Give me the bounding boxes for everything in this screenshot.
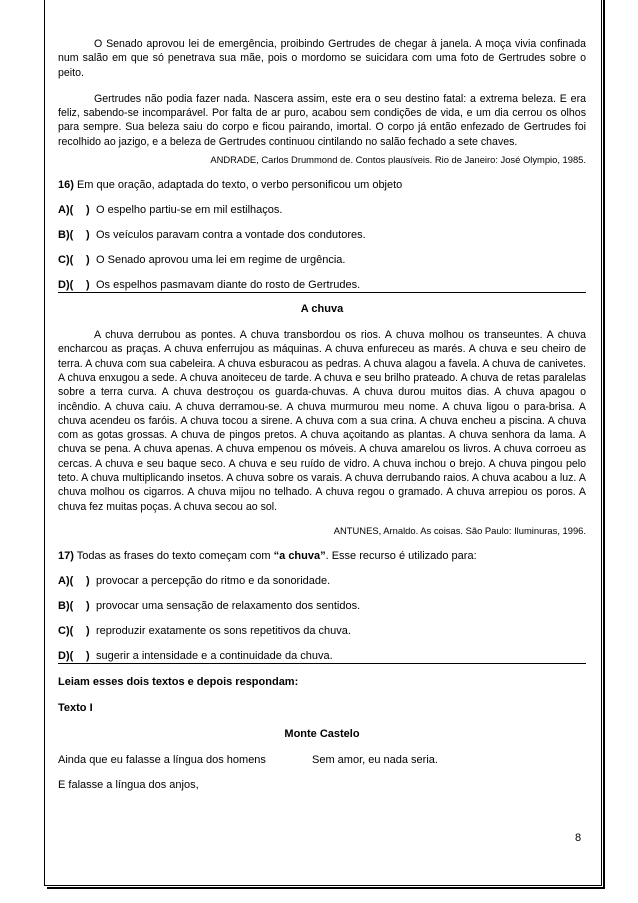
option-text: O espelho partiu-se em mil estilhaços. [96,204,283,217]
story1-paragraph-2: Gertrudes não podia fazer nada. Nascera assim, este era o seu destino fatal: a extrema beleza. E era feliz, sabendo-se incomparável. Por falta de ar puro, acabou sem condições de vida, e um dia cerrou os olhos para sempre. Sua beleza saiu do corpo e ficou pairando, imortal. O corpo já então enfezado de Gertrudes foi recolhido ao jazigo, e a beleza de Gertrudes continuou cintilando no salão fechado a sete chaves. [58,92,586,148]
q17-option-d[interactable] [58,649,586,664]
q16-option-b[interactable] [58,228,586,242]
option-text: Os espelhos pasmavam diante do rosto de Gertrudes. [96,279,361,292]
option-text: Os veículos paravam contra a vontade dos condutores. [96,229,366,242]
question-16-text: Em que oração, adaptada do texto, o verbo personificou um objeto [76,179,403,192]
option-paren: ) [86,574,90,587]
option-letter: C)( [58,624,74,637]
option-letter: D)( [58,649,74,662]
question-17-text-bold: “a chuva” [273,549,326,562]
poem-line-1 [58,753,586,767]
text-label: Texto I [58,701,93,714]
q16-option-a[interactable] [58,203,586,217]
story1-paragraph-1: O Senado aprovou lei de emergência, proibindo Gertrudes de chegar à janela. A moça vivia confinada num salão em que só penetrava sua mãe, pois o mordomo se suicidara com uma foto de Gertrudes sobre o peito. [58,38,586,79]
story2-body: A chuva derrubou as pontes. A chuva transbordou os rios. A chuva molhou os transeuntes. A chuva encharcou as praças. A chuva enferrujou as máquinas. A chuva enfureceu as marés. A chuva e seu cheiro de terra. A chuva com sua cabeleira. A chuva esburacou as pedras. A chuva alagou a favela. A chuva de canivetes. A chuva enxugou a sede. A chuva anoiteceu de tarde. A chuva e seu brilho prateado. A chuva de retas paralelas sobre a terra curva. A chuva destroçou os guarda-chuvas. A chuva durou muitos dias. A chuva apagou o incêndio. A chuva caiu. A chuva derramou-se. A chuva murmurou meu nome. A chuva ligou o para-brisa. A chuva acendeu os faróis. A chuva tocou a sirene. A chuva com a sua crina. A chuva encheu a piscina. A chuva com as gotas grossas. A chuva de pingos pretos. A chuva açoitando as plantas. A chuva senhora da lama. A chuva se pena. A chuva apenas. A chuva empenou os móveis. A chuva amarelou os livros. A chuva corroeu as cercas. A chuva e seu baque seco. A chuva e seu ruído de vidro. A chuva inchou o brejo. A chuva pingou pelo teto. A chuva multiplicando insetos. A chuva sobre os varais. A chuva derrubando raios. A chuva acabou a luz. A chuva molhou os cigarros. A chuva mijou no telhado. A chuva regou o gramado. A chuva arrepiou os poros. A chuva fez muitas poças. A chuva secou ao sol. [58,329,586,513]
option-letter: A)( [58,204,74,217]
q17-option-c[interactable] [58,624,586,638]
option-text: provocar uma sensação de relaxamento dos sentidos. [96,599,361,612]
instruction-text: Leiam esses dois textos e depois respondam: [58,675,299,688]
story2-title: A chuva [300,303,344,316]
page-number: 8 [575,832,582,844]
q17-option-b[interactable] [58,599,586,613]
option-letter: B)( [58,599,74,612]
poem-line-1-right: Sem amor, eu nada seria. [312,753,438,766]
story1-citation: ANDRADE, Carlos Drummond de. Contos plausíveis. Rio de Janeiro: José Olympio, 1985. [210,154,586,166]
question-17-number: 17) [58,549,74,562]
option-text: provocar a percepção do ritmo e da sonoridade. [96,574,331,587]
option-paren: ) [86,279,90,292]
poem-line-2: E falasse a língua dos anjos, [58,778,199,791]
option-paren: ) [86,624,90,637]
option-paren: ) [86,649,90,662]
option-paren: ) [86,204,90,217]
q16-option-c[interactable] [58,253,586,267]
option-letter: D)( [58,279,74,292]
question-16 [58,178,586,192]
option-letter: A)( [58,574,74,587]
option-text: reproduzir exatamente os sons repetitivos da chuva. [96,624,351,637]
story2-citation: ANTUNES, Arnaldo. As coisas. São Paulo: Iluminuras, 1996. [333,524,586,536]
poem-line-1-left: Ainda que eu falasse a língua dos homens [58,753,266,766]
q17-option-a[interactable] [58,574,586,588]
option-letter: C)( [58,254,74,267]
question-17 [58,549,586,563]
page-content [58,0,586,792]
song-title: Monte Castelo [284,727,360,740]
q16-option-d[interactable] [58,278,586,293]
option-paren: ) [86,254,90,267]
option-text: O Senado aprovou uma lei em regime de urgência. [96,254,346,267]
question-17-text-pre: Todas as frases do texto começam com [76,549,271,562]
option-paren: ) [86,599,90,612]
question-16-number: 16) [58,179,74,192]
question-17-text-post: . Esse recurso é utilizado para: [325,549,477,562]
option-text: sugerir a intensidade e a continuidade da chuva. [96,649,333,662]
option-paren: ) [86,229,90,242]
option-letter: B)( [58,229,74,242]
